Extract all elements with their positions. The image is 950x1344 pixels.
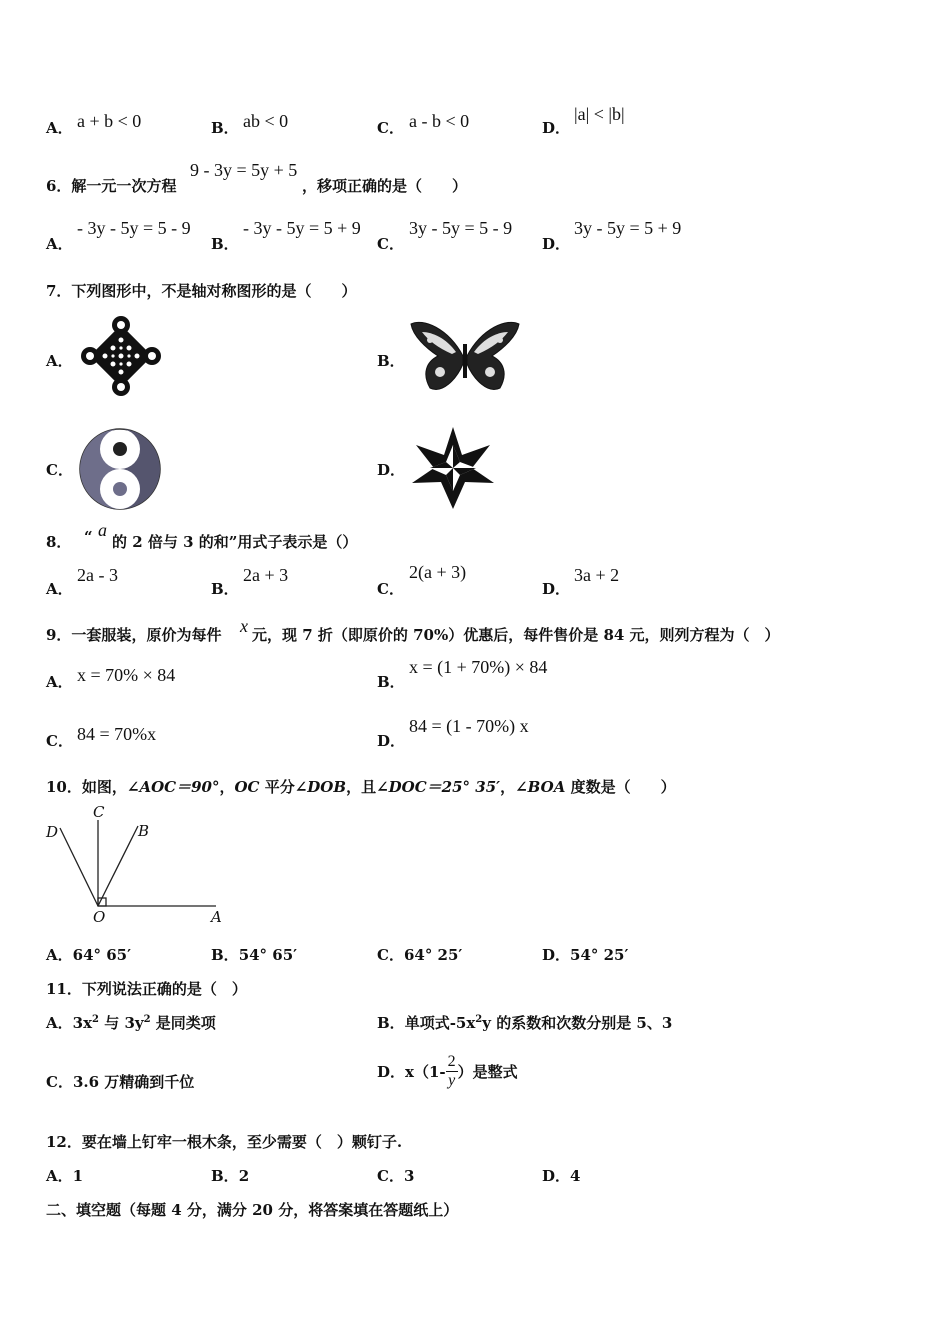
q5-option-c-math: a - b < 0 — [409, 111, 470, 131]
q11-option-a-label: A． — [46, 1014, 73, 1032]
q11-option-c-label: C． — [46, 1073, 73, 1091]
q6-option-c-label: C． — [377, 235, 404, 253]
q9-stem-start: 9．一套服装，原价为每件 — [46, 626, 222, 644]
q11-option-a-p3: 是同类项 — [150, 1014, 216, 1032]
q10-option-d — [542, 944, 628, 965]
q5-option-d-label: D． — [542, 119, 571, 137]
q6-option-d-math: 3y - 5y = 5 + 9 — [574, 218, 682, 238]
q12-option-c-label: C． — [377, 1167, 404, 1185]
q10-stem-sep2: ， — [500, 778, 516, 796]
q10-stem-angle-doc: ∠DOC＝25° 35′ — [376, 778, 501, 796]
chinese-knot-icon — [80, 315, 162, 397]
q11-option-d-label: D． — [377, 1062, 406, 1081]
q8-option-d-label: D． — [542, 580, 571, 598]
q10-option-d-text: 54° 25′ — [570, 946, 629, 964]
q10-stem-angle-dob: ∠DOB — [294, 778, 347, 796]
q9-option-c-label: C． — [46, 732, 73, 750]
q8-quote: “ — [84, 528, 93, 546]
q5-option-c-label: C． — [377, 119, 404, 137]
q12-option-d-text: 4 — [570, 1167, 581, 1185]
q11-option-c-text: 3.6 万精确到千位 — [72, 1073, 195, 1091]
q9-option-b-label: B． — [377, 673, 405, 691]
q12-option-c — [377, 1165, 414, 1186]
q11-option-b-p1: 单项式-5x — [404, 1014, 476, 1032]
q6-equation: 9 - 3y = 5y + 5 — [190, 160, 298, 180]
q11-option-b-label: B． — [377, 1014, 405, 1032]
q9-stem-end: 元，现 7 折（即原价的 70%）优惠后，每件售价是 84 元，则列方程为（ ） — [252, 626, 780, 644]
q11-option-b-p2: y 的系数和次数分别是 5、3 — [482, 1014, 673, 1032]
q12-option-b-text: 2 — [238, 1167, 250, 1185]
q11-option-b — [377, 1012, 672, 1033]
q6-option-a-math: - 3y - 5y = 5 - 9 — [77, 218, 191, 238]
q8-option-b-math: 2a + 3 — [243, 565, 289, 585]
q8-option-a-label: A． — [46, 580, 73, 598]
q12-option-c-text: 3 — [403, 1167, 415, 1185]
q6-option-a-label: A． — [46, 235, 73, 253]
q11-option-a-sup1: 2 — [92, 1014, 99, 1025]
q10-stem-bisect: 平分 — [259, 778, 295, 796]
q11-option-d-denominator: y — [448, 1071, 456, 1089]
q8-option-c-math: 2(a + 3) — [409, 562, 467, 582]
q12-option-b-label: B． — [211, 1167, 239, 1185]
q8-number: 8． — [46, 533, 72, 551]
fig-label-d: D — [46, 823, 59, 841]
q11-option-d — [377, 1048, 518, 1094]
q7-option-d-label: D． — [377, 461, 406, 479]
q12-option-a-label: A． — [46, 1167, 73, 1185]
q6-option-c-math: 3y - 5y = 5 - 9 — [409, 218, 513, 238]
q12-option-b — [211, 1165, 249, 1186]
butterfly-icon — [408, 318, 522, 398]
q8-stem-rest: 的 2 倍与 3 的和”用式子表示是（） — [112, 533, 358, 551]
q12-option-a-text: 1 — [72, 1167, 84, 1185]
q5-option-d-math: |a| < |b| — [574, 104, 625, 124]
eight-point-star-icon — [410, 425, 496, 511]
ray-od — [60, 828, 98, 906]
q9-variable: x — [240, 616, 248, 636]
q6-stem-start: 6．解一元一次方程 — [46, 177, 177, 195]
q10-stem-sep1: ， — [219, 778, 235, 796]
q11-option-d-p1: x（1- — [405, 1062, 446, 1081]
q6-option-b-label: B． — [211, 235, 239, 253]
q10-option-b-text: 54° 65′ — [238, 946, 298, 964]
q11-option-d-p2: ）是整式 — [457, 1062, 518, 1081]
q11-option-a-p2: 与 3y — [99, 1014, 144, 1032]
q7-option-c-label: C． — [46, 461, 73, 479]
q10-option-a-label: A． — [46, 946, 73, 964]
q9-option-a-math: x = 70% × 84 — [77, 665, 176, 685]
q7-option-b-label: B． — [377, 352, 405, 370]
q10-option-d-label: D． — [542, 946, 571, 964]
q12-option-a — [46, 1165, 83, 1186]
q10-stem-end: 度数是（ ） — [565, 778, 676, 796]
fig-label-a: A — [211, 908, 222, 926]
fig-label-b: B — [138, 822, 150, 840]
q10-stem-number: 10．如图， — [46, 778, 127, 796]
q10-stem-oc: OC — [234, 778, 260, 796]
q12-option-d-label: D． — [542, 1167, 571, 1185]
q8-variable: a — [98, 520, 107, 540]
q10-option-c — [377, 944, 462, 965]
q5-option-a-math: a + b < 0 — [77, 111, 142, 131]
q10-stem-angle-boa: ∠BOA — [515, 778, 566, 796]
q12-stem: 12．要在墙上钉牢一根木条，至少需要（ ）颗钉子. — [46, 1133, 403, 1151]
q10-stem — [46, 776, 676, 797]
q6-stem-end: ，移项正确的是（ ） — [302, 177, 468, 195]
q5-option-b-label: B． — [211, 119, 239, 137]
q10-option-a-text: 64° 65′ — [72, 946, 132, 964]
q9-option-b-math: x = (1 + 70%) × 84 — [409, 657, 548, 677]
q10-option-c-label: C． — [377, 946, 404, 964]
q11-option-b-sup: 2 — [475, 1014, 483, 1025]
q6-option-b-math: - 3y - 5y = 5 + 9 — [243, 218, 361, 238]
q10-stem-and: ，且 — [346, 778, 377, 796]
ray-ob — [98, 826, 138, 906]
q10-option-b — [211, 944, 297, 965]
q11-option-a — [46, 1012, 216, 1033]
q10-stem-angle-aoc: ∠AOC＝90° — [126, 778, 220, 796]
q10-option-c-text: 64° 25′ — [403, 946, 463, 964]
q8-option-b-label: B． — [211, 580, 239, 598]
q11-option-a-p1: 3x — [72, 1014, 93, 1032]
q6-option-d-label: D． — [542, 235, 571, 253]
q11-option-d-numerator: 2 — [447, 1052, 456, 1070]
angle-figure — [40, 800, 230, 930]
q9-option-d-label: D． — [377, 732, 406, 750]
q9-option-d-math: 84 = (1 - 70%) x — [409, 716, 529, 736]
fig-label-c: C — [93, 803, 105, 821]
q10-option-a — [46, 944, 131, 965]
q8-option-a-math: 2a - 3 — [77, 565, 118, 585]
q11-option-d-fraction — [446, 1053, 458, 1090]
q8-option-c-label: C． — [377, 580, 404, 598]
q9-option-c-math: 84 = 70%x — [77, 724, 157, 744]
q5-option-a-label: A． — [46, 119, 73, 137]
q12-option-d — [542, 1165, 580, 1186]
q5-option-b-math: ab < 0 — [243, 111, 289, 131]
q11-stem: 11．下列说法正确的是（ ） — [46, 980, 247, 998]
q10-option-b-label: B． — [211, 946, 239, 964]
q7-stem: 7．下列图形中，不是轴对称图形的是（ ） — [46, 282, 357, 300]
section-2-title: 二、填空题（每题 4 分，满分 20 分，将答案填在答题纸上） — [46, 1201, 459, 1219]
q8-option-d-math: 3a + 2 — [574, 565, 620, 585]
q11-option-c — [46, 1071, 194, 1092]
q11-option-a-sup2: 2 — [143, 1014, 151, 1025]
q9-option-a-label: A． — [46, 673, 73, 691]
yin-yang-icon — [78, 427, 162, 511]
fig-label-o: O — [93, 908, 106, 926]
q7-option-a-label: A． — [46, 352, 73, 370]
